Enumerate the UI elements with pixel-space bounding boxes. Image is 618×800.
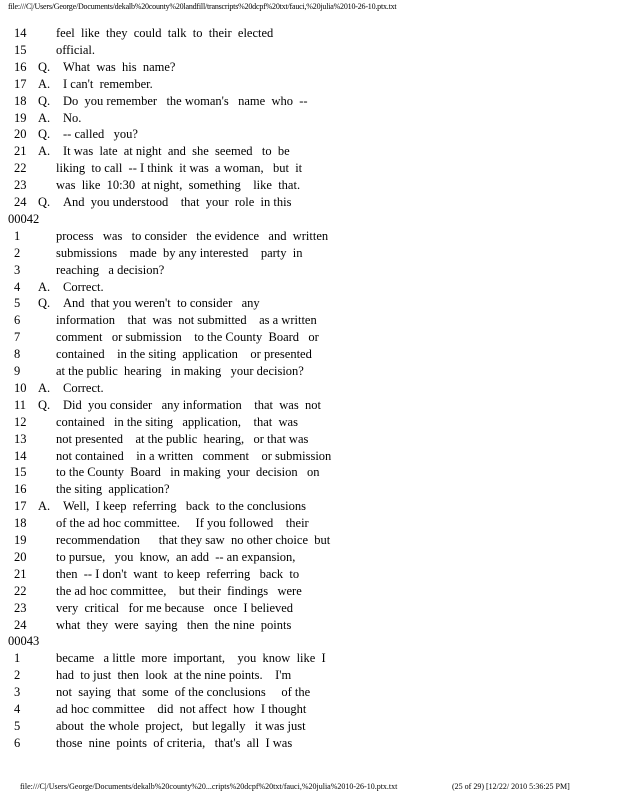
line-text: reaching a decision? — [56, 262, 165, 277]
line-text: And you understood that your role in this — [63, 195, 292, 209]
line-text: Did you consider any information that was not — [63, 397, 321, 412]
line-number: 14 — [14, 26, 27, 40]
speaker-marker: Q. — [38, 397, 51, 412]
line-text: contained in the siting application, that was — [56, 414, 298, 429]
footer-page-info: (25 of 29) [12/22/ 2010 5:36:25 PM] — [452, 782, 570, 791]
line-text: Do you remember the woman's name who -- — [63, 93, 308, 108]
line-text: And that you weren't to consider any — [63, 296, 260, 311]
line-number: 1 — [14, 651, 21, 666]
line-number: 15 — [14, 465, 27, 480]
line-text: ad hoc committee did not affect how I thought — [56, 702, 307, 716]
line-text: to the County Board in making your decision on — [56, 465, 320, 480]
speaker-marker: A. — [38, 144, 51, 159]
line-number: 12 — [14, 414, 27, 429]
line-number: 18 — [14, 93, 27, 108]
speaker-marker: Q. — [38, 296, 51, 311]
line-text: I can't remember. — [63, 76, 153, 91]
speaker-marker: A. — [38, 110, 51, 125]
line-text: official. — [56, 42, 95, 57]
line-text: contained in the siting application or presented — [56, 347, 312, 362]
line-number: 23 — [14, 178, 27, 193]
line-number: 17 — [14, 499, 27, 514]
line-text: submissions made by any interested party in — [56, 245, 303, 260]
line-number: 7 — [14, 330, 21, 345]
line-text: very critical for me because once I believed — [56, 600, 294, 615]
footer-file-path: file:///C|/Users/George/Documents/dekalb%20county%20...cripts%20dcpf%20txt/fauci,%20julia%2010-26-10.ptx.txt — [20, 782, 398, 791]
line-text: liking to call -- I think it was a woman, but it — [56, 161, 303, 176]
line-number: 24 — [14, 617, 27, 632]
line-number: 20 — [14, 549, 27, 564]
line-text: No. — [63, 110, 82, 125]
line-number: 21 — [14, 144, 27, 159]
page-number: 00042 — [8, 211, 40, 226]
line-text: had to just then look at the nine points. I'm — [56, 668, 292, 683]
line-number: 6 — [14, 313, 21, 328]
line-text: not presented at the public hearing, or that was — [56, 431, 309, 446]
line-number: 2 — [14, 668, 21, 683]
line-number: 16 — [14, 482, 27, 497]
line-number: 18 — [14, 516, 27, 531]
line-text: not contained in a written comment or submission — [56, 448, 332, 463]
page-number: 00043 — [8, 634, 40, 649]
line-text: of the ad hoc committee. If you followed their — [56, 516, 309, 531]
line-text: process was to consider the evidence and written — [56, 228, 329, 243]
line-number: 3 — [14, 262, 21, 277]
line-text: to pursue, you know, an add -- an expansion, — [56, 549, 296, 564]
line-text: recommendation that they saw no other choice but — [56, 533, 331, 547]
speaker-marker: Q. — [38, 127, 51, 142]
line-number: 24 — [14, 195, 27, 209]
line-text: about the whole project, but legally it was just — [56, 718, 306, 733]
line-number: 5 — [14, 718, 21, 733]
line-number: 3 — [14, 685, 21, 700]
line-text: comment or submission to the County Board or — [56, 330, 319, 345]
line-text: the ad hoc committee, but their findings were — [56, 583, 302, 598]
line-number: 9 — [14, 364, 21, 378]
line-number: 6 — [14, 735, 21, 750]
line-text: those nine points of criteria, that's all I was — [56, 735, 293, 750]
line-number: 19 — [14, 110, 27, 125]
line-text: became a little more important, you know like I — [56, 651, 326, 666]
speaker-marker: A. — [38, 499, 51, 514]
line-number: 14 — [14, 448, 27, 463]
line-number: 21 — [14, 566, 27, 581]
line-number: 16 — [14, 59, 27, 74]
line-text: What was his name? — [63, 59, 176, 74]
line-text: was like 10:30 at night, something like that. — [56, 178, 301, 193]
line-number: 20 — [14, 127, 27, 142]
line-text: Correct. — [63, 279, 104, 294]
line-number: 8 — [14, 347, 21, 362]
line-text: then -- I don't want to keep referring back to — [56, 566, 300, 581]
line-text: Correct. — [63, 380, 104, 395]
line-text: not saying that some of the conclusions of the — [56, 685, 311, 700]
speaker-marker: Q. — [38, 59, 51, 74]
speaker-marker: Q. — [38, 195, 51, 209]
line-number: 11 — [14, 397, 27, 412]
line-text: at the public hearing in making your decision? — [56, 364, 304, 378]
line-text: Well, I keep referring back to the conclusions — [63, 499, 307, 514]
line-number: 1 — [14, 228, 21, 243]
speaker-marker: Q. — [38, 93, 51, 108]
line-text: information that was not submitted as a written — [56, 313, 317, 328]
line-number: 22 — [14, 161, 27, 176]
line-text: It was late at night and she seemed to be — [63, 144, 290, 159]
line-number: 23 — [14, 600, 27, 615]
line-number: 22 — [14, 583, 27, 598]
line-number: 5 — [14, 296, 21, 311]
speaker-marker: A. — [38, 380, 51, 395]
speaker-marker: A. — [38, 279, 51, 294]
line-text: the siting application? — [56, 482, 170, 497]
line-number: 15 — [14, 42, 27, 57]
line-text: what they were saying then the nine points — [56, 617, 292, 632]
line-number: 4 — [14, 702, 21, 716]
line-text: -- called you? — [63, 127, 138, 142]
line-number: 4 — [14, 279, 21, 294]
line-number: 19 — [14, 533, 27, 547]
line-number: 13 — [14, 431, 27, 446]
line-number: 17 — [14, 76, 27, 91]
line-text: feel like they could talk to their elected — [56, 26, 274, 40]
header-file-path: file:///C|/Users/George/Documents/dekalb%20county%20landfill/transcripts%20dcpf%20txt/fauci,%20julia%2010-26-10.ptx.txt — [8, 2, 397, 11]
line-number: 2 — [14, 245, 21, 260]
speaker-marker: A. — [38, 76, 51, 91]
line-number: 10 — [14, 380, 27, 395]
